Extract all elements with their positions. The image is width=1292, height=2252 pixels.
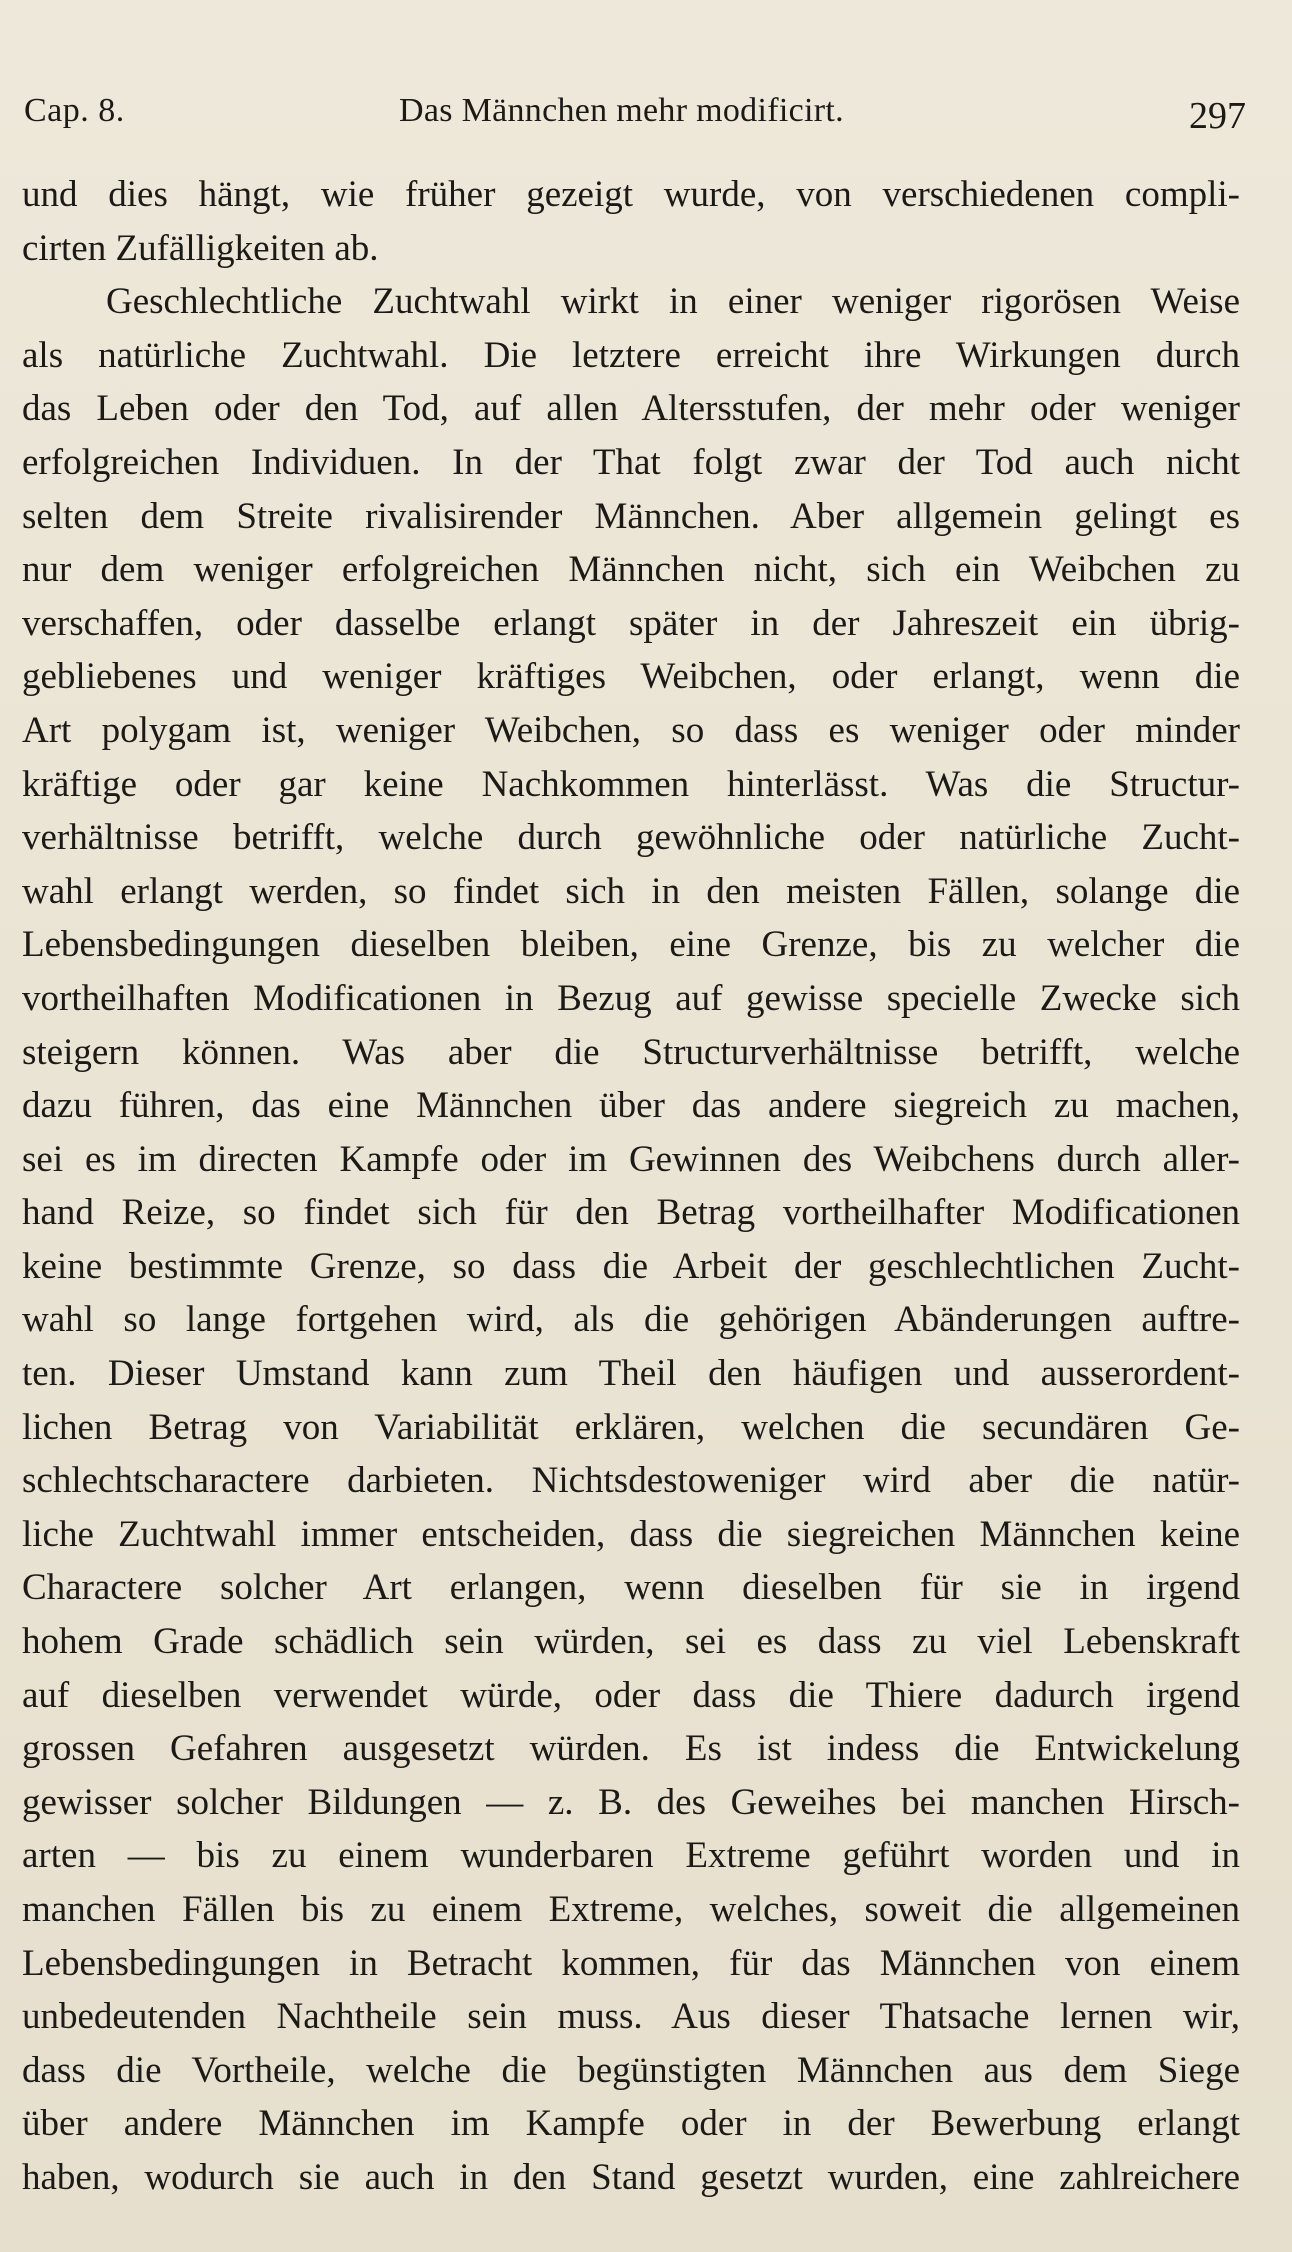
text-line: Art polygam ist, weniger Weibchen, so dass es weniger oder minder — [22, 709, 1240, 751]
text-line: Charactere solcher Art erlangen, wenn dieselben für sie in irgend — [22, 1567, 1240, 1609]
chapter-label: Cap. 8. — [24, 92, 125, 129]
text-line: und dies hängt, wie früher gezeigt wurde, von verschiedenen compli- — [22, 174, 1240, 215]
text-line: ten. Dieser Umstand kann zum Theil den häufigen und ausserordent- — [22, 1353, 1240, 1395]
text-line: dass die Vortheile, welche die begünstigten Männchen aus dem Siege — [22, 2049, 1240, 2091]
text-line: Lebensbedingungen dieselben bleiben, eine Grenze, bis zu welcher die — [22, 924, 1240, 966]
running-head — [24, 92, 1246, 140]
text-line: keine bestimmte Grenze, so dass die Arbeit der geschlechtlichen Zucht- — [22, 1245, 1240, 1287]
text-line: hand Reize, so findet sich für den Betrag vortheilhafter Modificationen — [22, 1192, 1240, 1234]
text-line: wahl so lange fortgehen wird, als die gehörigen Abänderungen auftre- — [22, 1299, 1240, 1341]
running-title: Das Männchen mehr modificirt. — [399, 92, 844, 129]
text-line: auf dieselben verwendet würde, oder dass die Thiere dadurch irgend — [22, 1674, 1240, 1716]
text-line: selten dem Streite rivalisirender Männchen. Aber allgemein gelingt es — [22, 495, 1240, 537]
text-line: erfolgreichen Individuen. In der That folgt zwar der Tod auch nicht — [22, 441, 1240, 483]
text-line: unbedeutenden Nachtheile sein muss. Aus dieser Thatsache lernen wir, — [22, 1996, 1240, 2038]
text-line: verhältnisse betrifft, welche durch gewöhnliche oder natürliche Zucht- — [22, 817, 1240, 859]
text-line: manchen Fällen bis zu einem Extreme, welches, soweit die allgemeinen — [22, 1889, 1240, 1930]
text-line: liche Zuchtwahl immer entscheiden, dass die siegreichen Männchen keine — [22, 1513, 1240, 1555]
text-line: arten — bis zu einem wunderbaren Extreme geführt worden und in — [22, 1835, 1240, 1877]
text-line: haben, wodurch sie auch in den Stand gesetzt wurden, eine zahlreichere — [22, 2156, 1240, 2198]
text-line: grossen Gefahren ausgesetzt würden. Es ist indess die Entwickelung — [22, 1728, 1240, 1770]
text-line: das Leben oder den Tod, auf allen Altersstufen, der mehr oder weniger — [22, 388, 1240, 430]
text-line: wahl erlangt werden, so findet sich in den meisten Fällen, solange die — [22, 870, 1240, 912]
text-line: steigern können. Was aber die Structurverhältnisse betrifft, welche — [22, 1031, 1240, 1073]
text-line: kräftige oder gar keine Nachkommen hinterlässt. Was die Structur- — [22, 763, 1240, 805]
text-line: lichen Betrag von Variabilität erklären, welchen die secundären Ge- — [22, 1406, 1240, 1448]
text-line: gebliebenes und weniger kräftiges Weibchen, oder erlangt, wenn die — [22, 656, 1240, 698]
text-line: sei es im directen Kampfe oder im Gewinnen des Weibchens durch aller- — [22, 1138, 1240, 1180]
text-line: Lebensbedingungen in Betracht kommen, für das Männchen von einem — [22, 1942, 1240, 1984]
text-line: cirten Zufälligkeiten ab. — [22, 227, 379, 269]
page-number: 297 — [1189, 95, 1246, 137]
text-line: nur dem weniger erfolgreichen Männchen nicht, sich ein Weibchen zu — [22, 549, 1240, 591]
text-line: schlechtscharactere darbieten. Nichtsdestoweniger wird aber die natür- — [22, 1460, 1240, 1502]
text-line: verschaffen, oder dasselbe erlangt später in der Jahreszeit ein übrig- — [22, 602, 1240, 644]
text-line: vortheilhaften Modificationen in Bezug auf gewisse specielle Zwecke sich — [22, 977, 1240, 1019]
text-line: über andere Männchen im Kampfe oder in der Bewerbung erlangt — [22, 2103, 1240, 2145]
text-line: als natürliche Zuchtwahl. Die letztere erreicht ihre Wirkungen durch — [22, 334, 1240, 376]
text-line: dazu führen, das eine Männchen über das andere siegreich zu machen, — [22, 1085, 1240, 1127]
text-line: gewisser solcher Bildungen — z. B. des Geweihes bei manchen Hirsch- — [22, 1781, 1240, 1823]
body-text — [22, 168, 1240, 2205]
text-line: hohem Grade schädlich sein würden, sei es dass zu viel Lebenskraft — [22, 1621, 1240, 1663]
text-line: Geschlechtliche Zuchtwahl wirkt in einer weniger rigorösen Weise — [106, 281, 1240, 323]
